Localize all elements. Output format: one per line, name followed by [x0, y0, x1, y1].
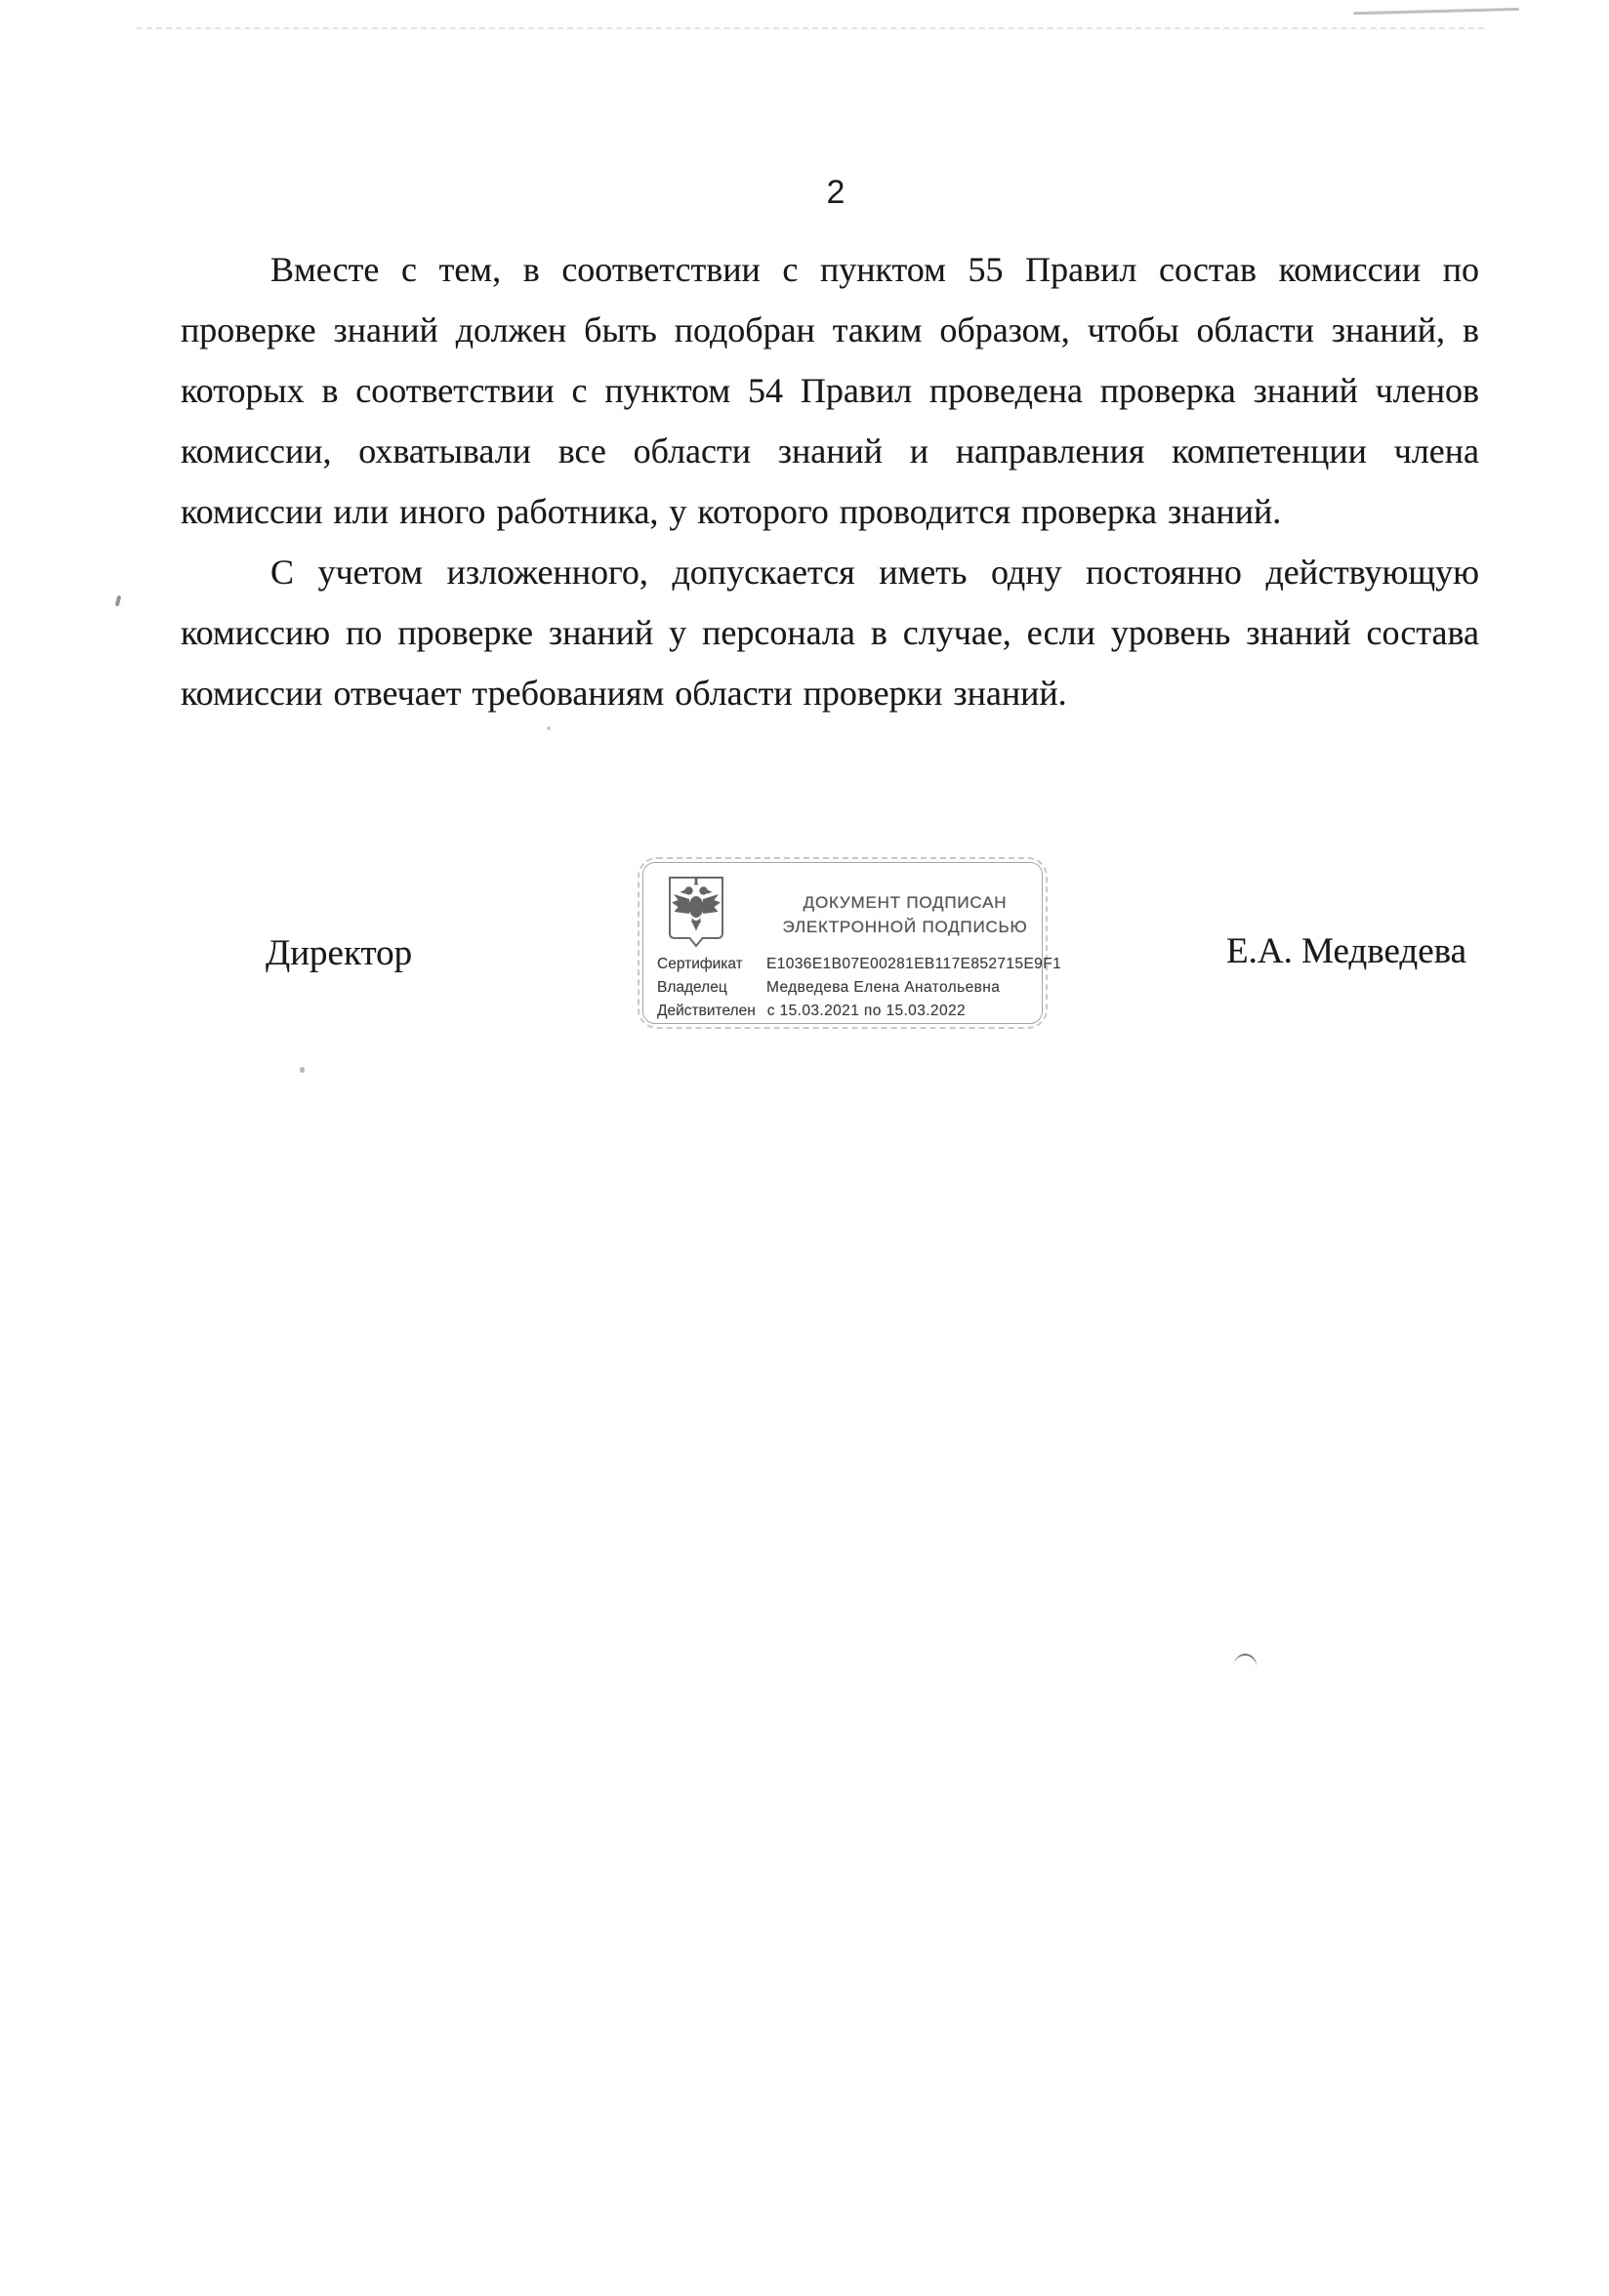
signer-name: Е.А. Медведева — [1226, 931, 1467, 971]
paragraph1-line: комиссии, охватывали все области знаний и направления компетенции члена — [181, 431, 1479, 471]
validity-row — [657, 1000, 1036, 1023]
owner-label: Владелец — [657, 979, 727, 996]
stamp-title-line1: ДОКУМЕНТ ПОДПИСАН — [803, 893, 1008, 912]
signature-stamp — [638, 857, 1062, 1029]
paragraph1-line: проверке знаний должен быть подобран таким образом, чтобы области знаний, в — [181, 310, 1479, 349]
stamp-title-line2: ЭЛЕКТРОННОЙ ПОДПИСЬЮ — [782, 918, 1028, 936]
scan-artifact — [137, 27, 1484, 29]
scan-artifact — [115, 595, 122, 607]
owner-value: Медведева Елена Анатольевна — [766, 979, 1001, 996]
validity-value: с 15.03.2021 по 15.03.2022 — [766, 1003, 967, 1019]
certificate-label: Сертификат — [657, 956, 743, 972]
body-text — [181, 239, 1479, 723]
russian-coat-of-arms-icon — [665, 875, 727, 951]
paragraph2-line: комиссию по проверке знаний у персонала в случае, если уровень знаний состава — [181, 613, 1479, 652]
paragraph1-line: комиссии или иного работника, у которого проводится проверка знаний. — [181, 492, 1282, 531]
validity-label: Действителен — [657, 1003, 756, 1019]
stamp-info — [657, 953, 1062, 1023]
scan-artifact — [547, 726, 551, 730]
paragraph1-line: которых в соответствии с пунктом 54 Правил проведена проверка знаний членов — [181, 371, 1479, 410]
page-number: 2 — [826, 174, 846, 211]
paragraph2-line: С учетом изложенного, допускается иметь одну постоянно действующую — [270, 553, 1479, 592]
scan-artifact — [1233, 1652, 1258, 1668]
paragraph1-line: Вместе с тем, в соответствии с пунктом 55 Правил состав комиссии по — [270, 250, 1479, 289]
certificate-value: E1036E1B07E00281EB117E852715E9F1 — [766, 956, 1062, 972]
signer-role-label: Директор — [266, 933, 413, 973]
paragraph2-line: комиссии отвечает требованиям области проверки знаний. — [181, 674, 1067, 713]
stamp-title — [774, 890, 1036, 939]
owner-row — [657, 976, 1036, 1000]
scan-artifact — [300, 1067, 305, 1073]
scan-artifact — [1353, 8, 1519, 15]
certificate-row — [657, 953, 1062, 976]
